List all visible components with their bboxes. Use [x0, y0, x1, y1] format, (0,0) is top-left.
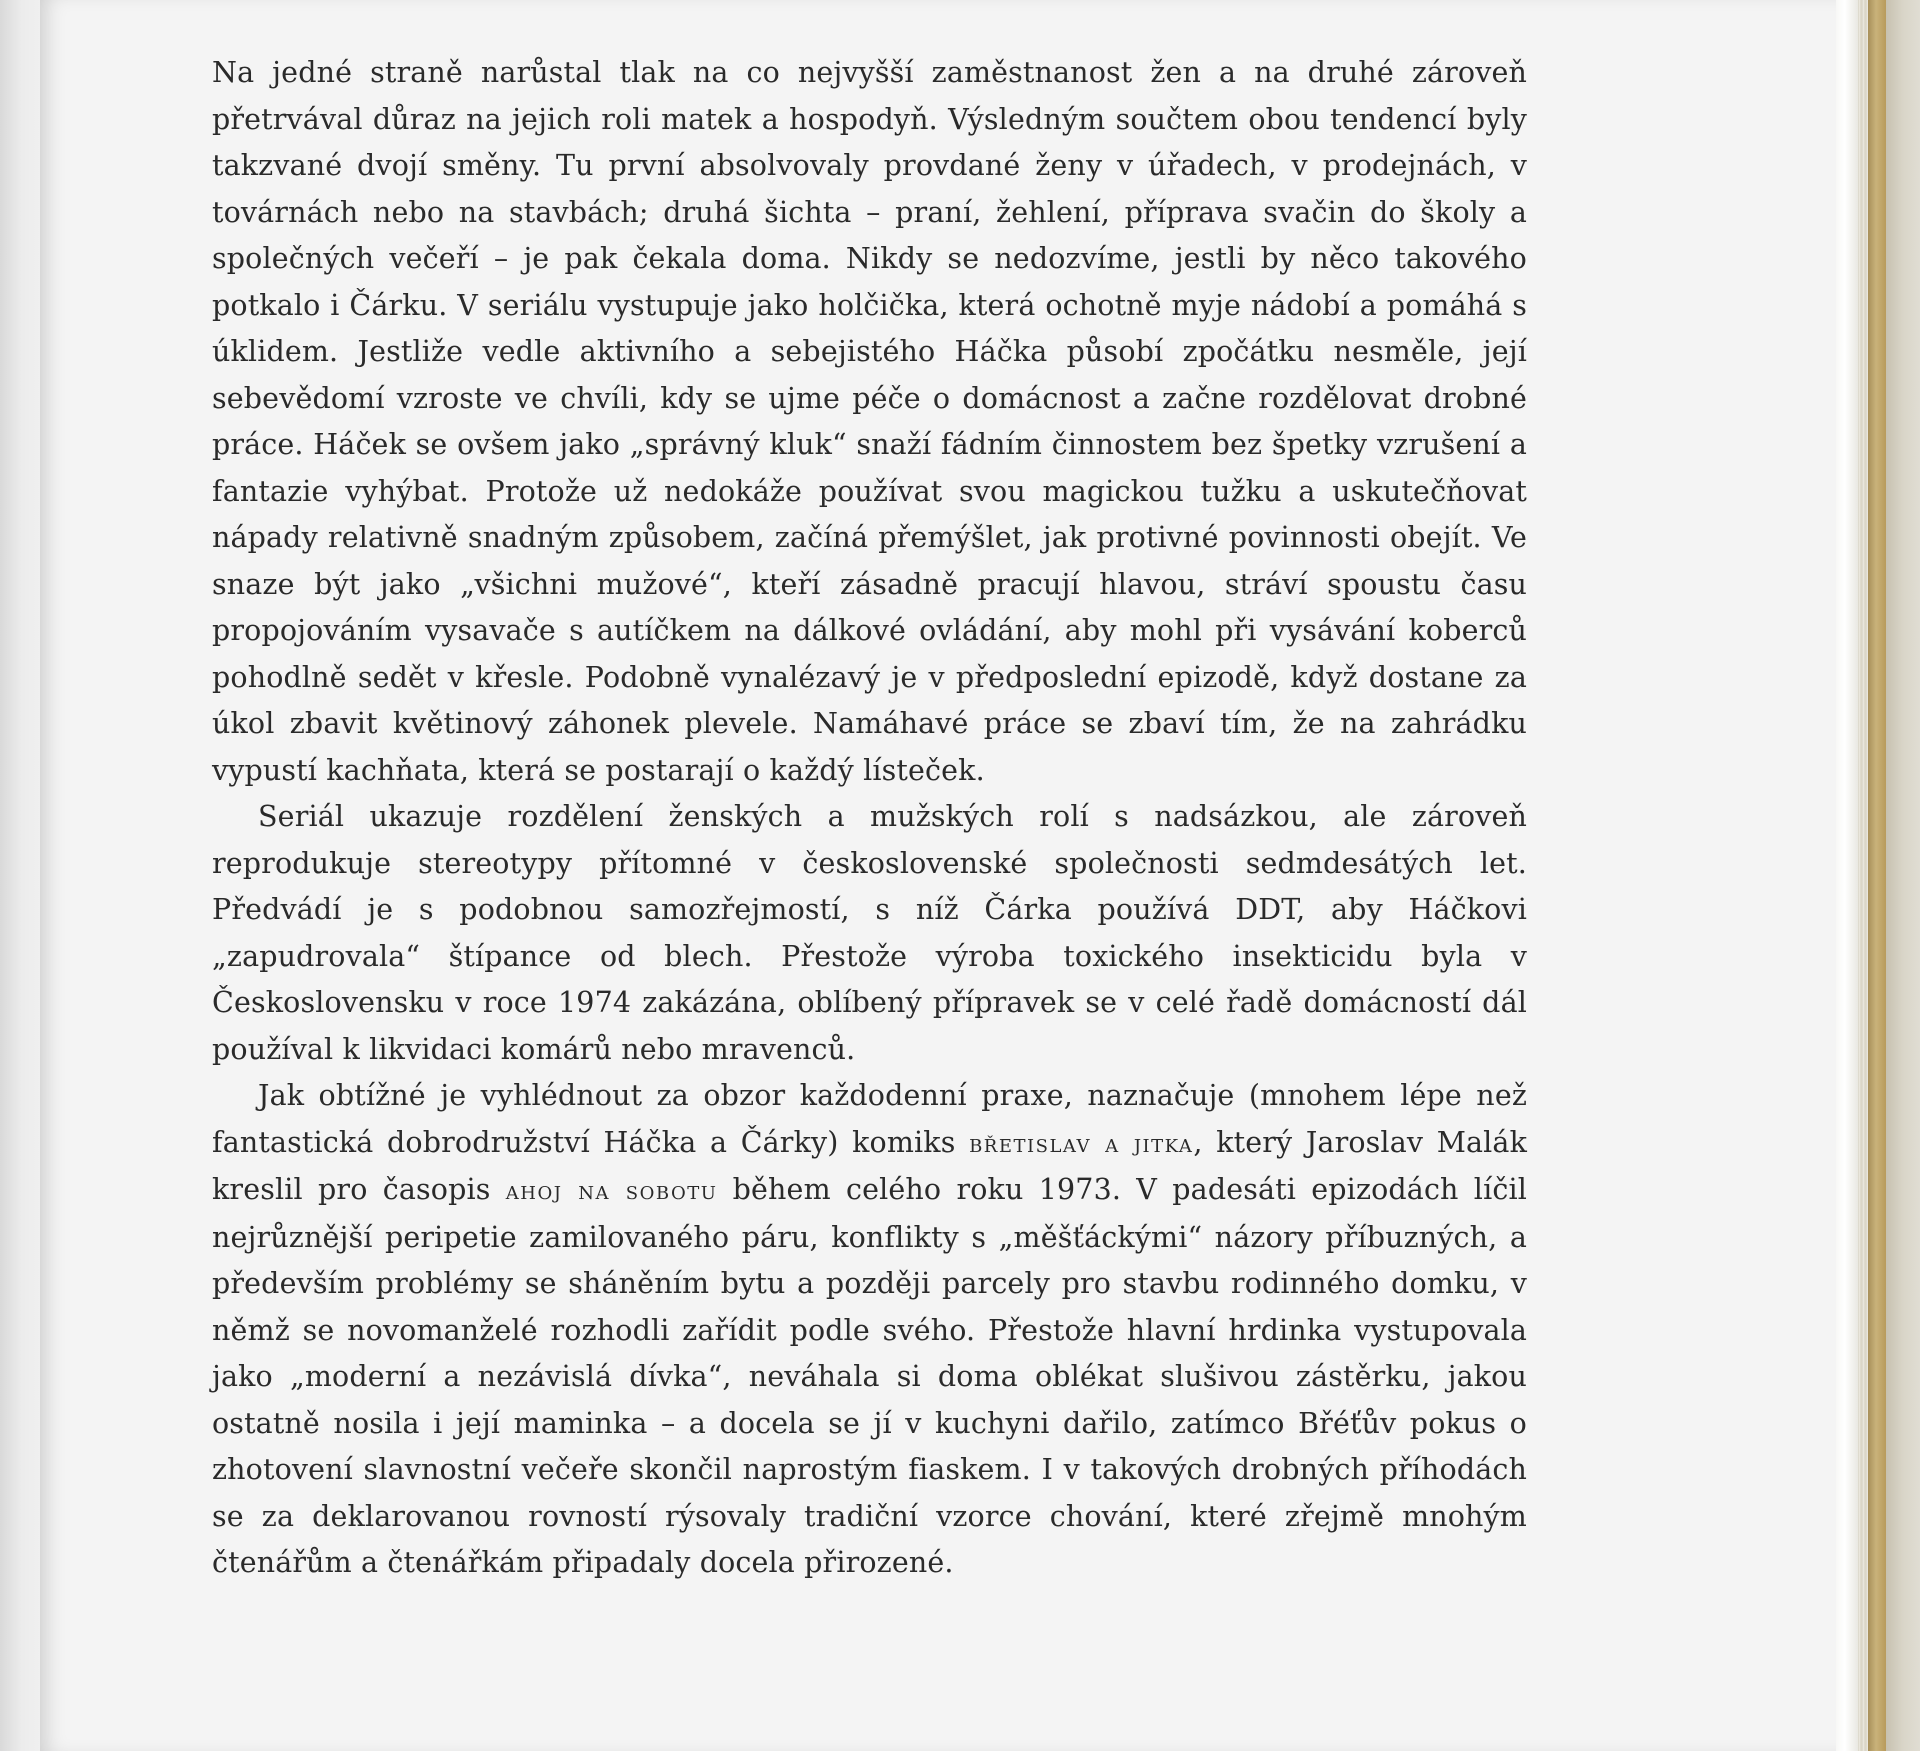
- paragraph-2: [212, 794, 1527, 1073]
- paragraph-3: [212, 1073, 1527, 1587]
- scanner-background-strip: [1886, 0, 1920, 1751]
- page-margin-edge: [1836, 0, 1858, 1751]
- page-stack-edges: [1858, 0, 1868, 1751]
- magazine-title-small-caps: ahoj na sobotu: [505, 1176, 718, 1206]
- paragraph-1-text: Na jedné straně narůstal tlak na co nejvyšší zaměstnanost žen a na druhé zároveň přetrvával důraz na jejich roli matek a hospodyň. Výsledným součtem obou tendencí byly takzvané dvojí směny. Tu první absolvovaly provdané ženy v úřadech, v prodejnách, v továrnách nebo na stavbách; druhá šichta – praní, žehlení, příprava svačin do školy a společných večeří – je pak čekala doma. Nikdy se nedozvíme, jestli by něco takového potkalo i Čárku. V seriálu vystupuje jako holčička, která ochotně myje nádobí a pomáhá s úklidem. Jestliže vedle aktivního a sebejistého Háčka působí zpočátku nesměle, její sebevědomí vzroste ve chvíli, kdy se ujme péče o domácnost a začne rozdělovat drobné práce. Háček se ovšem jako „správný kluk“ snaží fádním činnostem bez špetky vzrušení a fantazie vyhýbat. Protože už nedokáže používat svou magickou tužku a uskutečňovat nápady relativně snadným způsobem, začíná přemýšlet, jak protivné povinnosti obejít. Ve snaze být jako „všichni mužové“, kteří zásadně pracují hlavou, stráví spoustu času propojováním vysavače s autíčkem na dálkové ovládání, aby mohl při vysávání koberců pohodlně sedět v křesle. Podobně vynalézavý je v předposlední epizodě, když dostane za úkol zbavit květinový záhonek plevele. Namáhavé práce se zbaví tím, že na zahrádku vypustí kachňata, která se postarají o každý lísteček.: [212, 56, 1527, 787]
- paragraph-2-text: Seriál ukazuje rozdělení ženských a mužských rolí s nadsázkou, ale zároveň reprodukuje stereotypy přítomné v československé společnosti sedmdesátých let. Předvádí je s podobnou samozřejmostí, s níž Čárka používá DDT, aby Háčkovi „zapudrovala“ štípance od blech. Přestože výroba toxického insekticidu byla v Československu v roce 1974 zakázána, oblíbený přípravek se v celé řadě domácností dál používal k likvidaci komárů nebo mravenců.: [212, 800, 1527, 1066]
- body-text: [212, 50, 1527, 1587]
- paragraph-3-text-c: během celého roku 1973. V padesáti epizodách líčil nejrůznější peripetie zamilovaného páru, konflikty s „měšťáckými“ názory příbuzných, a především problémy se sháněním bytu a později parcely pro stavbu rodinného domku, v němž se novomanželé rozhodli zařídit podle svého. Přestože hlavní hrdinka vystupovala jako „moderní a nezávislá dívka“, neváhala si doma oblékat slušivou zástěrku, jakou ostatně nosila i její maminka – a docela se jí v kuchyni dařilo, zatímco Břéťův pokus o zhotovení slavnostní večeře skončil naprostým fiaskem. I v takových drobných příhodách se za deklarovanou rovností rýsovaly tradiční vzorce chování, které zřejmě mnohým čtenářům a čtenářkám připadaly docela přirozené.: [212, 1173, 1527, 1579]
- paragraph-3-text-a: Jak obtížné je vyhlédnout za obzor každodenní praxe, naznačuje (mnohem lépe než fantastická dobrodružství Háčka a Čárky) komiks: [212, 1079, 1527, 1159]
- paragraph-3-text-b: , který Jaroslav Malák kreslil pro časopis: [212, 1125, 1527, 1206]
- comic-title-small-caps: břetislav a jitka: [969, 1128, 1194, 1159]
- paragraph-1: [212, 50, 1527, 794]
- book-cover-edge: [1868, 0, 1886, 1751]
